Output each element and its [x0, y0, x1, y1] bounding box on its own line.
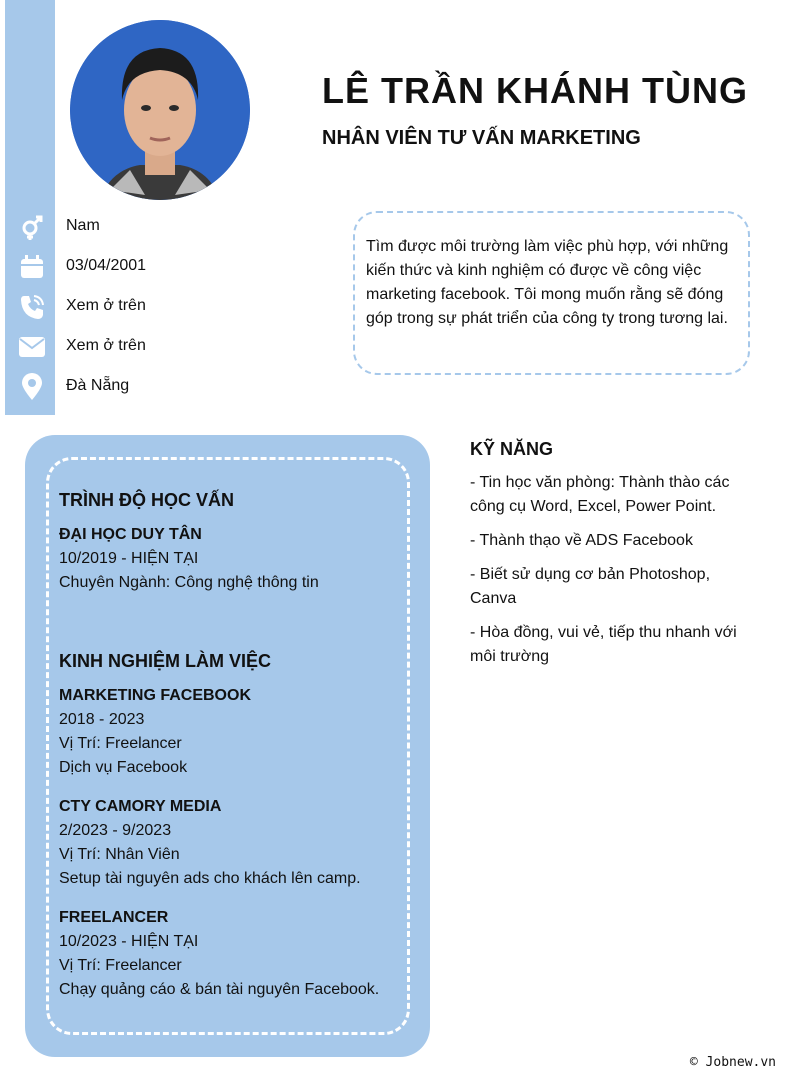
experience-desc: Setup tài nguyên ads cho khách lên camp.: [59, 870, 361, 887]
footer-credit: © Jobnew.vn: [689, 1055, 776, 1070]
mail-icon: [17, 332, 47, 362]
birthday-text: 03/04/2001: [66, 257, 147, 274]
location-text: Đà Nẵng: [66, 377, 130, 394]
avatar-portrait: [70, 20, 250, 200]
skill-item: - Tin học văn phòng: Thành thào các công cụ Word, Excel, Power Point.: [470, 474, 730, 515]
education-school: ĐẠI HỌC DUY TÂN: [59, 526, 202, 543]
avatar: [70, 20, 250, 200]
skills-heading: KỸ NĂNG: [470, 439, 554, 459]
experience-period: 2/2023 - 9/2023: [59, 822, 172, 839]
experience-desc: Dịch vụ Facebook: [59, 759, 188, 776]
education-major: Chuyên Ngành: Công nghệ thông tin: [59, 574, 319, 591]
education-heading: TRÌNH ĐỘ HỌC VẤN: [59, 490, 234, 510]
experience-heading: KINH NGHIỆM LÀM VIỆC: [59, 651, 272, 671]
candidate-name: LÊ TRẦN KHÁNH TÙNG: [322, 70, 748, 111]
contact-gender: [0, 212, 330, 242]
contact-phone: [0, 292, 330, 322]
skill-item: - Hòa đồng, vui vẻ, tiếp thu nhanh với môi trường: [470, 624, 737, 665]
location-icon: [17, 372, 47, 402]
gender-text: Nam: [66, 217, 100, 234]
skill-item: - Biết sử dụng cơ bản Photoshop, Canva: [470, 566, 711, 607]
contact-location: [0, 372, 330, 402]
experience-company: MARKETING FACEBOOK: [59, 687, 251, 704]
education-period: 10/2019 - HIỆN TẠI: [59, 550, 199, 567]
job-title: NHÂN VIÊN TƯ VẤN MARKETING: [322, 127, 641, 149]
contact-birthday: [0, 252, 330, 282]
skill-item: - Thành thạo về ADS Facebook: [470, 532, 693, 549]
contact-email: [0, 332, 330, 362]
email-text: Xem ở trên: [66, 337, 146, 354]
experience-period: 10/2023 - HIỆN TẠI: [59, 933, 199, 950]
career-objective: Tìm được môi trường làm việc phù hợp, với những kiến thức và kinh nghiệm có được về công việc marketing facebook. Tôi mong muốn rằng sẽ đóng góp trong sự phát triển của công ty trong tương lai.: [353, 211, 750, 375]
phone-text: Xem ở trên: [66, 297, 146, 314]
experience-company: FREELANCER: [59, 909, 169, 926]
calendar-icon: [17, 252, 47, 282]
experience-role: Vị Trí: Freelancer: [59, 735, 182, 752]
phone-icon: [17, 292, 47, 322]
experience-company: CTY CAMORY MEDIA: [59, 798, 222, 815]
experience-role: Vị Trí: Freelancer: [59, 957, 182, 974]
experience-desc: Chạy quảng cáo & bán tài nguyên Facebook.: [59, 981, 380, 998]
experience-role: Vị Trí: Nhân Viên: [59, 846, 180, 863]
gender-icon: [17, 212, 47, 242]
experience-period: 2018 - 2023: [59, 711, 145, 728]
